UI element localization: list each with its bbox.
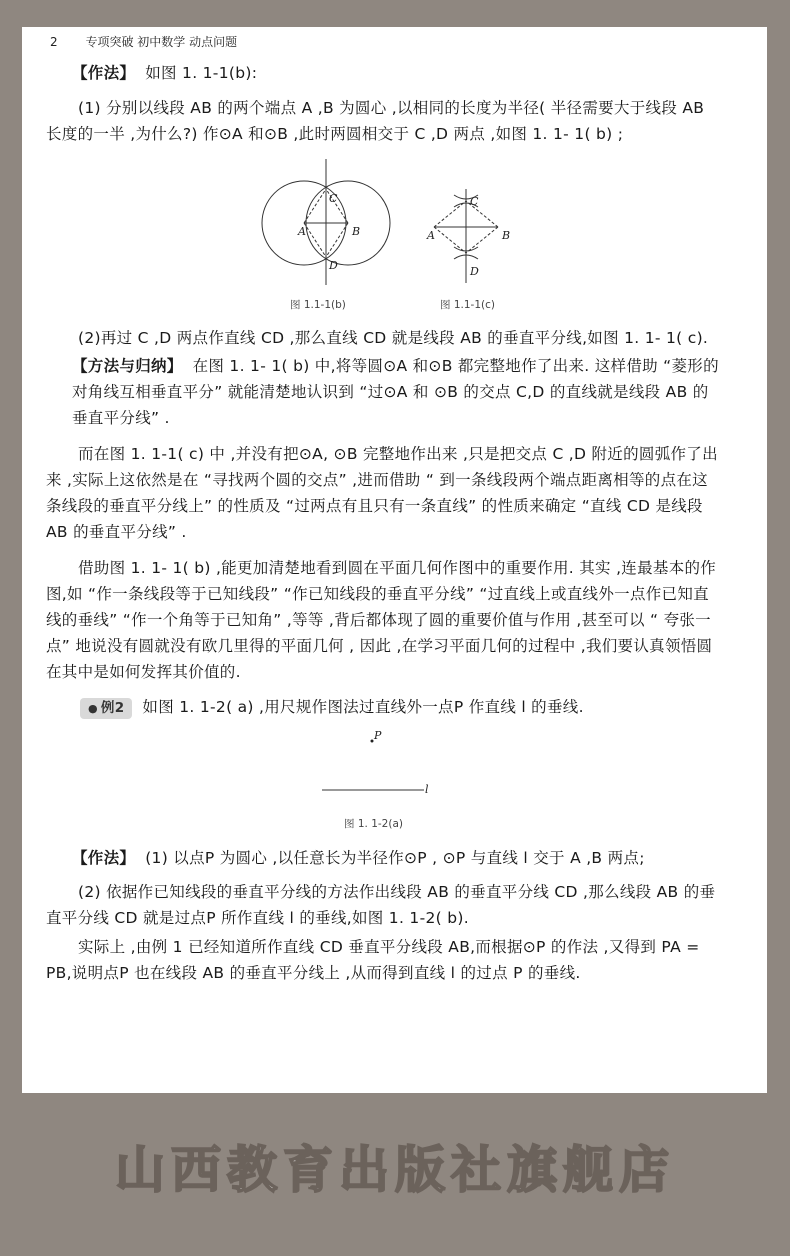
- summary-tag: 【方法与归纳】: [72, 357, 183, 375]
- example-2: ● 例2 如图 1. 1-2( a) ,用尺规作图法过直线外一点P 作直线 l 的垂线.: [80, 694, 720, 720]
- paragraph-step-2: (2)再过 C ,D 两点作直线 CD ,那么直线 CD 就是线段 AB 的垂直平分线,如图 1. 1- 1( c).: [78, 329, 709, 347]
- label-b: B: [352, 225, 361, 238]
- page-number: 2: [50, 35, 58, 49]
- label-c: C: [329, 192, 338, 205]
- figure-1-1-b: [242, 157, 402, 287]
- label-p: P: [374, 729, 382, 742]
- label-a: A: [298, 225, 306, 238]
- paragraph-fig-c-explanation: 而在图 1. 1-1( c) 中 ,并没有把⊙A, ⊙B 完整地作出来 ,只是把交点 C ,D 附近的圆弧作了出来 ,实际上这依然是在 “寻找两个圆的交点” ,进而借助 “ 到一条线段两个端点距离相等的点在这条线段的垂直平分线上” 的性质及 “过两点有且只有一条直线” 的性质来确定 “直线 CD 是线段 AB 的垂直平分线” .: [46, 445, 718, 541]
- paragraph-step-2b: (2) 依据作已知线段的垂直平分线的方法作出线段 AB 的垂直平分线 CD ,那么线段 AB 的垂直平分线 CD 就是过点P 所作直线 l 的垂线,如图 1. 1-2( b).: [46, 883, 716, 927]
- caption-fig-2a: 图 1. 1-2(a): [344, 818, 403, 830]
- method-tag-2: 【作法】: [72, 849, 136, 867]
- paragraph-circle-importance: 借助图 1. 1- 1( b) ,能更加清楚地看到圆在平面几何作图中的重要作用. 其实 ,连最基本的作图,如 “作一条线段等于已知线段” “作已知线段的垂直平分线” “过直线上或直线外一点作已知直线的垂线” “作一个角等于已知角” ,等等 ,背后都体现了圆的重要价值与作用 ,甚至可以 “ 夸张一点” 地说没有圆就没有欧几里得的平面几何 , 因此 ,在学习平面几何的过程中 ,我们要认真领悟圆在其中是如何发挥其价值的.: [46, 559, 717, 681]
- paragraph-step-1: (1) 分别以线段 AB 的两个端点 A ,B 为圆心 ,以相同的长度为半径( 半径需要大于线段 AB 长度的一半 ,为什么?) 作⊙A 和⊙B ,此时两圆相交于 C ,D 两点 ,如图 1. 1- 1( b) ;: [46, 99, 705, 143]
- figure-1-1-c: [422, 187, 522, 287]
- label-d: D: [329, 259, 338, 272]
- caption-fig-c: 图 1.1-1(c): [440, 299, 495, 311]
- paragraph-conclusion: 实际上 ,由例 1 已经知道所作直线 CD 垂直平分线段 AB,而根据⊙P 的作法 ,又得到 PA = PB,说明点P 也在线段 AB 的垂直平分线上 ,从而得到直线 l 的过点 P 的垂线.: [46, 938, 700, 982]
- label-a-c: A: [427, 229, 435, 242]
- example-badge: ● 例2: [80, 698, 132, 719]
- figure-1-2-a: [312, 727, 432, 797]
- pin-icon: ●: [88, 702, 98, 715]
- paragraph-method-summary: 【方法与归纳】 在图 1. 1- 1( b) 中,将等圆⊙A 和⊙B 都完整地作了出来. 这样借助 “菱形的对角线互相垂直平分” 就能清楚地认识到 “过⊙A 和 ⊙B 的交点 C,D 的直线就是线段 AB 的垂直平分线” .: [72, 357, 719, 427]
- store-banner: 山西教育出版社旗舰店: [115, 1141, 675, 1199]
- header-title: 专项突破 初中数学 动点问题: [85, 35, 238, 49]
- method-tag: 【作法】: [72, 64, 136, 82]
- label-b-c: B: [502, 229, 511, 242]
- label-c-c: C: [470, 195, 479, 208]
- book-page: [22, 27, 767, 1093]
- paragraph-method-2: 【作法】 (1) 以点P 为圆心 ,以任意长为半径作⊙P , ⊙P 与直线 l 交于 A ,B 两点;: [72, 849, 645, 867]
- page-header: [50, 33, 237, 50]
- caption-fig-b: 图 1.1-1(b): [290, 299, 346, 311]
- label-d-c: D: [470, 265, 479, 278]
- label-l: l: [425, 783, 429, 796]
- paragraph-method-1: 【作法】 如图 1. 1-1(b):: [72, 64, 258, 82]
